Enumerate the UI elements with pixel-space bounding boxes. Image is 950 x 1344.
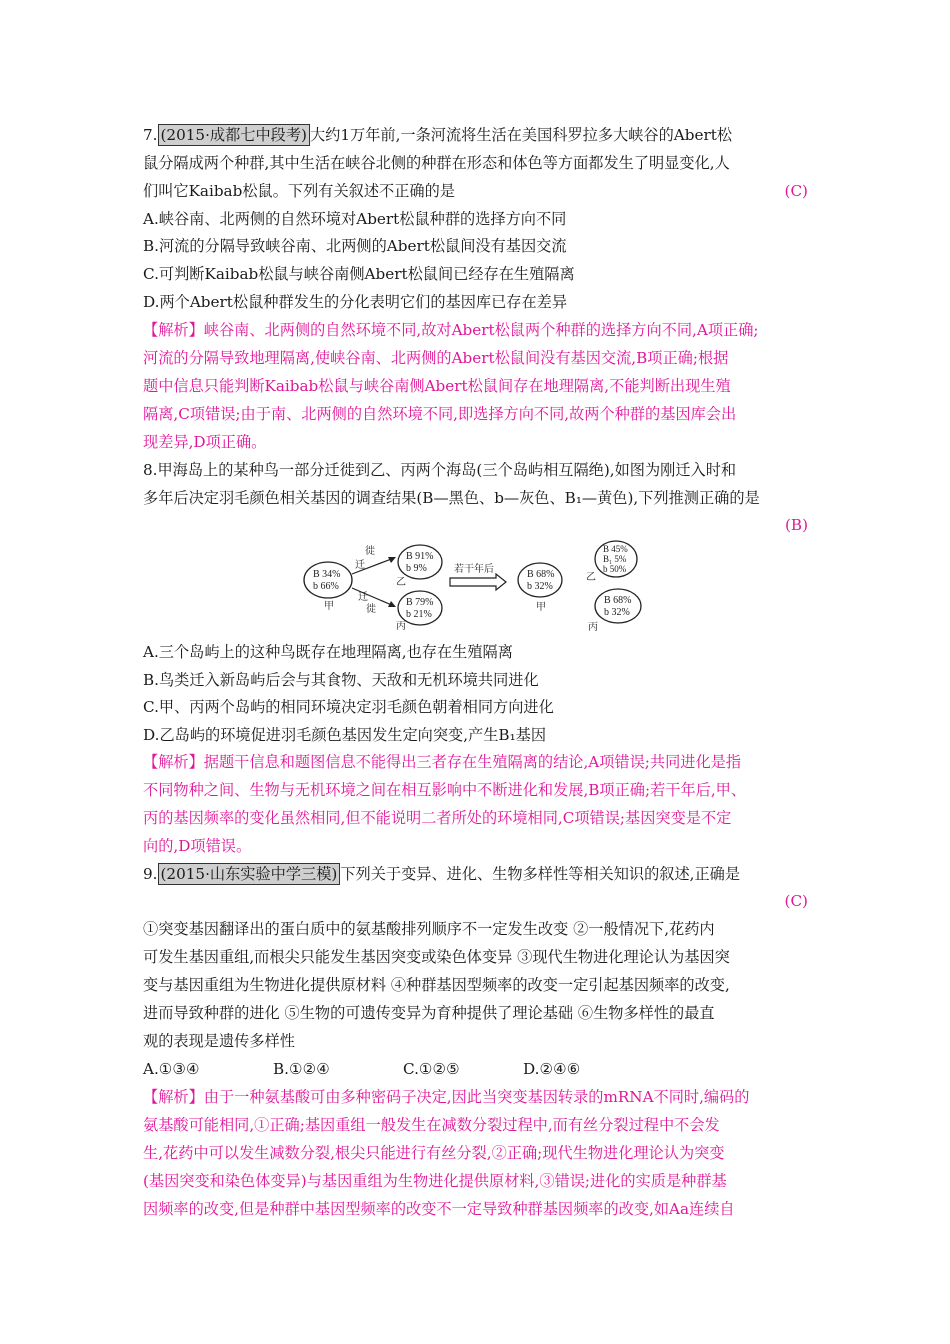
q8-answer: (B)	[784, 516, 808, 534]
q7-answer: (C)	[784, 182, 808, 200]
time-arrow-label: 若干年后	[454, 564, 494, 575]
migrate-top-char-2: 迁	[355, 560, 365, 571]
q7-option-d: D.两个Abert松鼠种群发生的分化表明它们的基因库已存在差异	[143, 293, 568, 311]
q8-option-c: C.甲、丙两个岛屿的相同环境决定羽毛颜色朝着相同方向进化	[143, 698, 554, 716]
jia-end-b: B 68%	[527, 569, 555, 580]
q9-analysis-line-2: 氨基酸可能相同,①正确;基因重组一般发生在减数分裂过程中,而有丝分裂过程中不会发	[143, 1116, 720, 1134]
yi-start-label: 乙	[396, 577, 406, 588]
q7-number: 7.	[143, 126, 158, 144]
q8-analysis-line-4: 向的,D项错误。	[143, 837, 252, 855]
yi-end-label: 乙	[586, 572, 596, 583]
q8-option-b: B.鸟类迁入新岛屿后会与其食物、天敌和无机环境共同进化	[143, 671, 539, 689]
q8-analysis-line-2: 不同物种之间、生物与无机环境之间在相互影响中不断进化和发展,B项正确;若干年后,甲、	[143, 781, 747, 799]
q9-analysis-line-3: 生,花药中可以发生减数分裂,根尖只能进行有丝分裂,②正确;现代生物进化理论认为突变	[143, 1144, 725, 1162]
q9-answer: (C)	[784, 892, 808, 910]
migrate-top-char-1: 徙	[365, 546, 375, 557]
bing-start-label: 丙	[396, 621, 406, 632]
q8-option-a: A.三个岛屿上的这种鸟既存在地理隔离,也存在生殖隔离	[143, 643, 513, 661]
yi-start-b: B 91%	[406, 551, 434, 562]
q7-stem-line-2: 鼠分隔成两个种群,其中生活在峡谷北侧的种群在形态和体色等方面都发生了明显变化,人	[143, 154, 730, 172]
q8-analysis-line-1: 【解析】据题干信息和题图信息不能得出三者存在生殖隔离的结论,A项错误;共同进化是指	[143, 753, 742, 771]
jia-start-label: 甲	[324, 601, 334, 612]
q9-number: 9.	[143, 865, 158, 883]
bird-gene-frequency-diagram	[300, 540, 660, 632]
bing-end-lower-b: b 32%	[604, 607, 630, 618]
q7-option-a: A.峡谷南、北两侧的自然环境对Abert松鼠种群的选择方向不同	[143, 210, 567, 228]
yi-start-lower-b: b 9%	[406, 563, 427, 574]
bing-start-b: B 79%	[406, 597, 434, 608]
q9-option-c: C.①②⑤	[403, 1060, 460, 1078]
q9-stem-line-1	[143, 860, 808, 888]
q7-analysis-line-1: 【解析】峡谷南、北两侧的自然环境不同,故对Abert松鼠两个种群的选择方向不同,A项正确;	[143, 321, 759, 339]
q7-analysis-line-5: 现差异,D项正确。	[143, 433, 267, 451]
jia-start-circle	[304, 562, 352, 598]
q7-source-tag: (2015·成都七中段考)	[158, 124, 310, 146]
q9-statement-line-3: 变与基因重组为生物进化提供原材料 ④种群基因型频率的改变一定引起基因频率的改变,	[143, 976, 730, 994]
q8-stem-line-2: 多年后决定羽毛颜色相关基因的调查结果(B—黑色、b—灰色、B₁—黄色),下列推测正确的是	[143, 489, 760, 507]
q7-analysis-line-2: 河流的分隔导致地理隔离,使峡谷南、北两侧的Abert松鼠间没有基因交流,B项正确;根据	[143, 349, 729, 367]
q9-statement-line-2: 可发生基因重组,而根尖只能发生基因突变或染色体变异 ③现代生物进化理论认为基因突	[143, 948, 730, 966]
jia-end-lower-b: b 32%	[527, 581, 553, 592]
jia-start-b: B 34%	[313, 569, 341, 580]
q9-options	[143, 1055, 808, 1083]
q9-stem-text: 下列关于变异、进化、生物多样性等相关知识的叙述,正确是	[340, 865, 741, 883]
q9-option-d: D.②④⑥	[523, 1060, 581, 1078]
q7-option-c: C.可判断Kaibab松鼠与峡谷南侧Abert松鼠间已经存在生殖隔离	[143, 265, 575, 283]
q7-stem-text: 大约1万年前,一条河流将生活在美国科罗拉多大峡谷的Abert松	[309, 126, 733, 144]
q9-option-b: B.①②④	[273, 1060, 330, 1078]
q7-option-b: B.河流的分隔导致峡谷南、北两侧的Abert松鼠间没有基因交流	[143, 237, 567, 255]
bing-start-lower-b: b 21%	[406, 609, 432, 620]
yi-end-b1: B₁ 5%	[603, 554, 627, 564]
q7-stem-line-3: 们叫它Kaibab松鼠。下列有关叙述不正确的是	[143, 182, 455, 200]
q9-source-tag: (2015·山东实验中学三模)	[158, 863, 341, 885]
yi-end-lower-b: b 50%	[603, 564, 627, 574]
q7-stem-line-1	[143, 121, 808, 149]
q9-analysis-line-4: (基因突变和染色体变异)与基因重组为生物进化提供原材料,③错误;进化的实质是种群基	[143, 1172, 727, 1190]
q9-option-a: A.①③④	[143, 1060, 200, 1078]
q7-analysis-line-3: 题中信息只能判断Kaibab松鼠与峡谷南侧Abert松鼠间存在地理隔离,不能判断出现生殖	[143, 377, 731, 395]
bing-end-b: B 68%	[604, 595, 632, 606]
q9-analysis-line-5: 因频率的改变,但是种群中基因型频率的改变不一定导致种群基因频率的改变,如Aa连续自	[143, 1200, 735, 1218]
q8-option-d: D.乙岛屿的环境促进羽毛颜色基因发生定向突变,产生B₁基因	[143, 726, 547, 744]
migrate-bottom-char-1: 迁	[358, 592, 368, 603]
q9-statement-line-4: 进而导致种群的进化 ⑤生物的可遗传变异为育种提供了理论基础 ⑥生物多样性的最直	[143, 1004, 715, 1022]
q8-analysis-line-3: 丙的基因频率的变化虽然相同,但不能说明二者所处的环境相同,C项错误;基因突变是不定	[143, 809, 732, 827]
yi-end-b: B 45%	[603, 544, 628, 554]
q7-analysis-line-4: 隔离,C项错误;由于南、北两侧的自然环境不同,即选择方向不同,故两个种群的基因库会出	[143, 405, 737, 423]
jia-start-lower-b: b 66%	[313, 581, 339, 592]
q8-stem-line-1: 8.甲海岛上的某种鸟一部分迁徙到乙、丙两个海岛(三个岛屿相互隔绝),如图为刚迁入时和	[143, 461, 737, 479]
migrate-bottom-char-2: 徙	[366, 604, 376, 615]
time-arrow-icon	[450, 574, 506, 590]
q9-statement-line-1: ①突变基因翻译出的蛋白质中的氨基酸排列顺序不一定发生改变 ②一般情况下,花药内	[143, 920, 715, 938]
bing-end-label: 丙	[588, 622, 598, 632]
q9-analysis-line-1: 【解析】由于一种氨基酸可由多种密码子决定,因此当突变基因转录的mRNA不同时,编码的	[143, 1088, 750, 1106]
jia-end-label: 甲	[536, 602, 546, 613]
q9-statement-line-5: 观的表现是遗传多样性	[143, 1032, 295, 1050]
